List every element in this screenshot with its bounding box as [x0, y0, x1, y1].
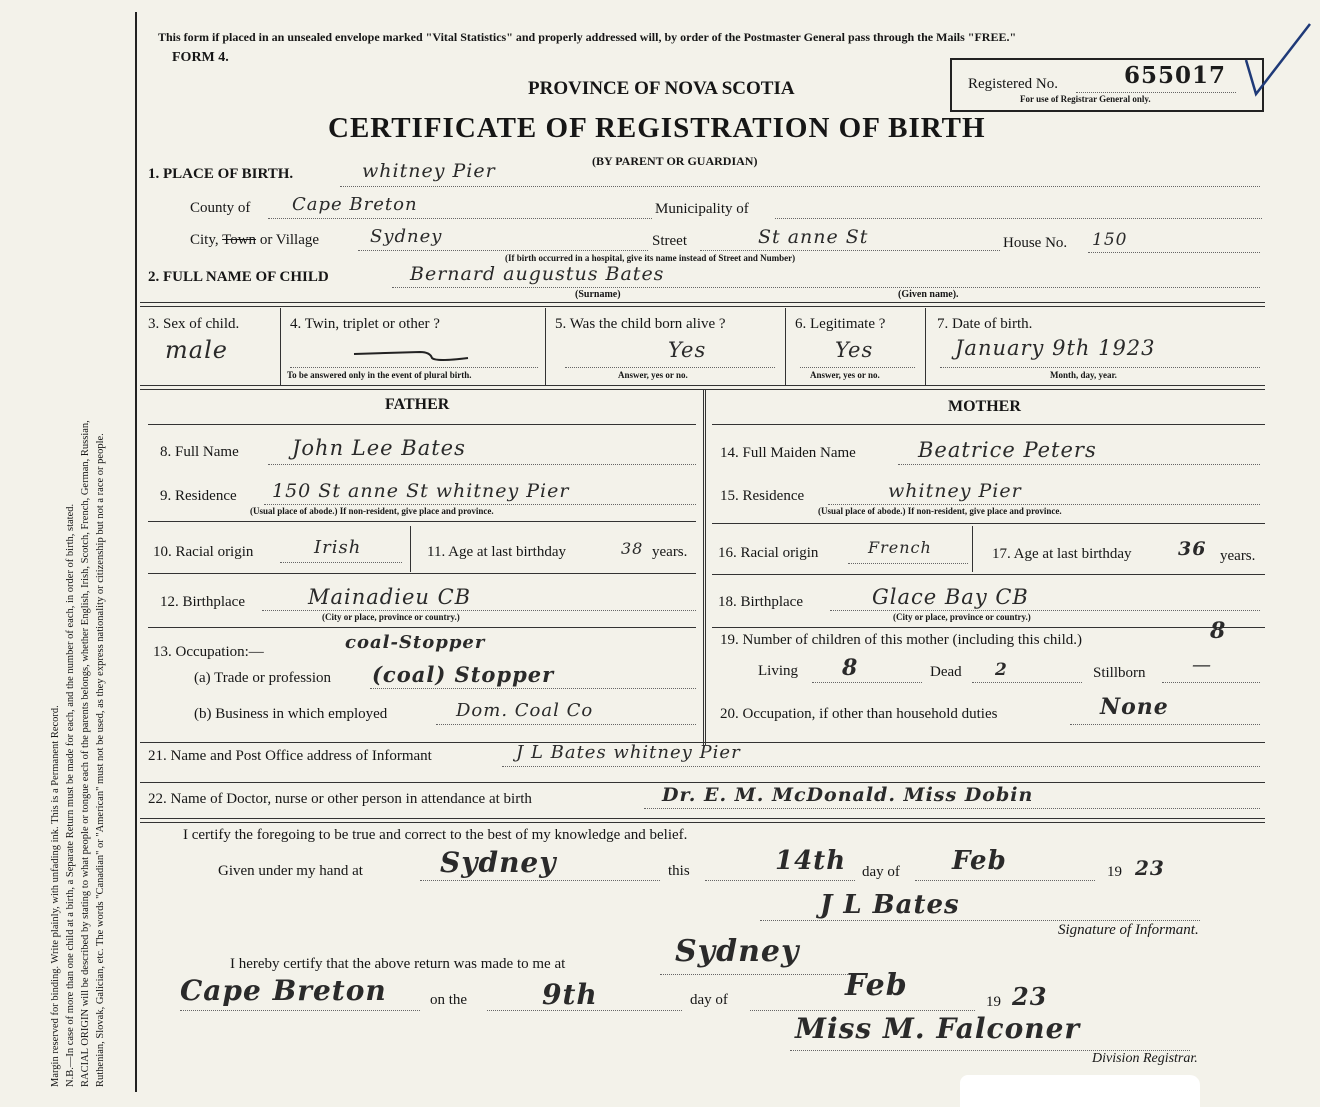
margin-rule — [135, 12, 137, 1092]
dob-label: 7. Date of birth. — [937, 316, 1033, 332]
trade-line — [370, 688, 696, 689]
city-line — [358, 250, 648, 251]
father-age-unit: years. — [652, 544, 688, 560]
street-note: (If birth occurred in a hospital, give its name instead of Street and Number) — [505, 253, 796, 263]
municipality-label: Municipality of — [655, 201, 749, 217]
rule — [148, 521, 696, 522]
page-title: CERTIFICATE OF REGISTRATION OF BIRTH — [328, 112, 986, 144]
twin-label: 4. Twin, triplet or other ? — [290, 316, 440, 332]
father-occupation-label: 13. Occupation:— — [153, 644, 264, 660]
registered-number: 655017 — [1124, 62, 1227, 89]
given-label: Given under my hand at — [218, 863, 363, 879]
certify-day-line — [705, 880, 855, 881]
sex-value: male — [165, 336, 228, 364]
father-race-label: 10. Racial origin — [153, 544, 254, 560]
rule — [148, 424, 696, 425]
stillborn-label: Stillborn — [1093, 665, 1146, 681]
father-residence-note: (Usual place of abode.) If non-resident, give place and province. — [250, 506, 494, 516]
children-label: 19. Number of children of this mother (including this child.) — [720, 632, 1083, 648]
city-value: Sydney — [370, 226, 443, 247]
house-value: 150 — [1092, 230, 1128, 250]
mother-name-value: Beatrice Peters — [918, 438, 1097, 462]
legitimate-line — [800, 367, 915, 368]
registrar-title: Division Registrar. — [1092, 1051, 1198, 1066]
informant-line — [502, 766, 1260, 767]
margin-notes — [40, 12, 160, 1097]
mother-race-value: French — [868, 538, 932, 557]
torn-corner — [960, 1075, 1200, 1107]
legitimate-value: Yes — [835, 338, 874, 362]
rule — [712, 627, 1265, 628]
living-label: Living — [758, 663, 798, 679]
doctor-value: Dr. E. M. McDonald. Miss Dobin — [662, 784, 1034, 806]
city-label-town: Town — [222, 232, 257, 248]
rule — [712, 424, 1265, 425]
sex-label: 3. Sex of child. — [148, 316, 240, 332]
registered-box — [950, 58, 1264, 112]
page-subtitle: (BY PARENT OR GUARDIAN) — [592, 154, 758, 168]
father-birthplace-label: 12. Birthplace — [160, 594, 245, 610]
rule — [545, 308, 546, 385]
registrar-year: 23 — [1012, 982, 1048, 1011]
children-value: 8 — [1210, 618, 1227, 644]
father-birthplace-line — [262, 610, 696, 611]
alive-line — [565, 367, 775, 368]
city-label-village: or Village — [259, 232, 320, 248]
place-of-birth-value: whitney Pier — [362, 160, 496, 182]
mother-residence-note: (Usual place of abode.) If non-resident, give place and province. — [818, 506, 1062, 516]
surname-note: (Surname) — [575, 289, 621, 300]
registrar-county-line — [180, 1010, 420, 1011]
informant-value: J L Bates whitney Pier — [516, 742, 741, 763]
father-residence-label: 9. Residence — [160, 488, 237, 504]
column-divider — [703, 390, 706, 745]
doctor-line — [644, 808, 1260, 809]
mother-age-label: 17. Age at last birthday — [992, 546, 1132, 562]
mother-residence-line — [828, 504, 1260, 505]
business-value: Dom. Coal Co — [456, 700, 594, 721]
dead-label: Dead — [930, 664, 962, 680]
father-occupation-value: coal-Stopper — [345, 632, 486, 653]
registrar-day-line — [487, 1010, 682, 1011]
street-value: St anne St — [758, 226, 869, 248]
certify-year: 23 — [1135, 856, 1165, 880]
form-number: FORM 4. — [172, 50, 229, 65]
certify-month: Feb — [952, 846, 1007, 876]
informant-signature-label: Signature of Informant. — [1058, 922, 1199, 938]
county-line — [268, 218, 652, 219]
dead-line — [972, 682, 1082, 683]
father-birthplace-note: (City or place, province or country.) — [322, 612, 460, 622]
father-age-label: 11. Age at last birthday — [427, 544, 566, 560]
trade-value: (coal) Stopper — [372, 662, 555, 687]
margin-note: N.B.—In case of more than one child at a birth, a Separate Return must be made for each, and the number of each, in order of birth, stated. — [65, 503, 76, 1087]
registrar-county: Cape Breton — [180, 974, 387, 1007]
rule — [140, 818, 1265, 823]
child-name-line — [392, 287, 1260, 288]
rule — [140, 782, 1265, 783]
informant-label: 21. Name and Post Office address of Informant — [148, 748, 432, 764]
mother-birthplace-value: Glace Bay CB — [872, 585, 1029, 609]
registrar-place: Sydney — [675, 934, 800, 969]
father-birthplace-value: Mainadieu CB — [308, 585, 472, 609]
mother-race-line — [848, 563, 968, 564]
rule — [148, 573, 696, 574]
registrar-month: Feb — [845, 968, 908, 1003]
margin-note: Margin reserved for binding. Write plainly, with unfading ink. This is a Permanent Record. — [50, 705, 61, 1087]
legitimate-label: 6. Legitimate ? — [795, 316, 886, 332]
registrar-signature: Miss M. Falconer — [795, 1012, 1081, 1045]
registrar-place-line — [660, 974, 860, 975]
rule — [972, 526, 973, 572]
twin-note: To be answered only in the event of plural birth. — [287, 370, 472, 380]
dead-value: 2 — [995, 660, 1008, 680]
county-value: Cape Breton — [292, 194, 418, 215]
legitimate-note: Answer, yes or no. — [810, 370, 880, 380]
rule — [280, 308, 281, 385]
mother-birthplace-line — [830, 610, 1260, 611]
child-name-value: Bernard augustus Bates — [410, 263, 665, 285]
father-race-line — [280, 562, 402, 563]
alive-value: Yes — [668, 338, 707, 362]
mother-occupation-line — [1070, 724, 1260, 725]
mother-age-unit: years. — [1220, 548, 1256, 564]
street-label: Street — [652, 233, 687, 249]
business-line — [436, 724, 696, 725]
mother-occupation-value: None — [1100, 694, 1169, 720]
rule — [140, 302, 1265, 307]
dob-value: January 9th 1923 — [955, 336, 1156, 360]
place-of-birth-label: 1. PLACE OF BIRTH. — [148, 166, 294, 182]
stillborn-line — [1162, 682, 1260, 683]
province-heading: PROVINCE OF NOVA SCOTIA — [528, 78, 795, 99]
given-place: Sydney — [440, 846, 557, 879]
mother-heading: MOTHER — [948, 398, 1021, 415]
rule — [712, 574, 1265, 575]
mother-residence-label: 15. Residence — [720, 488, 805, 504]
father-name-line — [268, 464, 696, 465]
municipality-line — [775, 218, 1262, 219]
stillborn-value: — — [1192, 654, 1212, 676]
twin-dash-mark — [350, 344, 470, 364]
registrar-statement: I hereby certify that the above return was made to me at — [230, 956, 566, 972]
living-value: 8 — [842, 655, 859, 681]
registrar-dayof-label: day of — [690, 992, 728, 1008]
mother-name-line — [898, 464, 1260, 465]
county-label: County of — [190, 200, 251, 216]
rule — [712, 523, 1265, 524]
mail-notice: This form if placed in an unsealed envelope marked "Vital Statistics" and properly addressed will, by order of the Postmaster General pass through the Mails "FREE." — [158, 30, 1017, 44]
informant-signature: J L Bates — [820, 890, 960, 920]
father-name-label: 8. Full Name — [160, 444, 239, 460]
margin-note: RACIAL ORIGIN will be described by stating to what people or tongue each of the parents belongs, whether English, Irish, Scotch, French, German, Russian, — [80, 420, 91, 1087]
checkmark-icon — [1240, 20, 1315, 100]
registrar-month-line — [750, 1010, 975, 1011]
city-label — [190, 232, 319, 249]
registered-label: Registered No. — [968, 76, 1058, 92]
margin-note: Ruthenian, Slovak, Galician, etc. The words "Canadian" or "American" must not be used, as they express nationality or citizenship but not a race or people. — [95, 433, 106, 1087]
father-age-value: 38 — [621, 539, 644, 558]
informant-signature-line — [760, 920, 1200, 921]
trade-label: (a) Trade or profession — [194, 670, 332, 686]
registrar-day: 9th — [542, 978, 598, 1011]
child-name-label: 2. FULL NAME OF CHILD — [148, 269, 329, 285]
father-residence-line — [264, 504, 696, 505]
mother-birthplace-note: (City or place, province or country.) — [893, 612, 1031, 622]
mother-residence-value: whitney Pier — [888, 480, 1022, 502]
city-label-city: City, — [190, 232, 219, 248]
living-line — [812, 682, 922, 683]
father-heading: FATHER — [385, 396, 450, 413]
registrar-use-note: For use of Registrar General only. — [1020, 94, 1151, 104]
rule — [410, 526, 411, 572]
alive-label: 5. Was the child born alive ? — [555, 316, 726, 332]
business-label: (b) Business in which employed — [194, 706, 388, 722]
this-label: this — [668, 863, 690, 879]
father-race-value: Irish — [314, 537, 362, 558]
rule — [785, 308, 786, 385]
mother-race-label: 16. Racial origin — [718, 545, 819, 561]
father-name-value: John Lee Bates — [292, 436, 466, 460]
certify-statement: I certify the foregoing to be true and correct to the best of my knowledge and belief. — [183, 827, 688, 843]
certify-day: 14th — [775, 846, 847, 876]
house-line — [1088, 252, 1260, 253]
street-line — [700, 250, 1000, 251]
rule — [148, 627, 696, 628]
registrar-year-prefix: 19 — [986, 994, 1001, 1010]
house-label: House No. — [1003, 235, 1068, 251]
certify-month-line — [915, 880, 1095, 881]
mother-name-label: 14. Full Maiden Name — [720, 445, 856, 461]
registrar-on-label: on the — [430, 992, 468, 1008]
certify-year-prefix: 19 — [1107, 864, 1122, 880]
dob-note: Month, day, year. — [1050, 370, 1117, 380]
mother-birthplace-label: 18. Birthplace — [718, 594, 803, 610]
certify-dayof-label: day of — [862, 864, 900, 880]
mother-age-value: 36 — [1178, 538, 1207, 560]
rule — [925, 308, 926, 385]
alive-note: Answer, yes or no. — [618, 370, 688, 380]
father-residence-value: 150 St anne St whitney Pier — [272, 480, 570, 502]
given-name-note: (Given name). — [898, 289, 959, 300]
given-line — [420, 880, 660, 881]
doctor-label: 22. Name of Doctor, nurse or other person in attendance at birth — [148, 791, 532, 807]
dob-line — [940, 367, 1260, 368]
twin-line — [290, 367, 538, 368]
registered-underline — [1076, 92, 1236, 93]
place-line — [340, 186, 1260, 187]
mother-occupation-label: 20. Occupation, if other than household duties — [720, 706, 998, 722]
